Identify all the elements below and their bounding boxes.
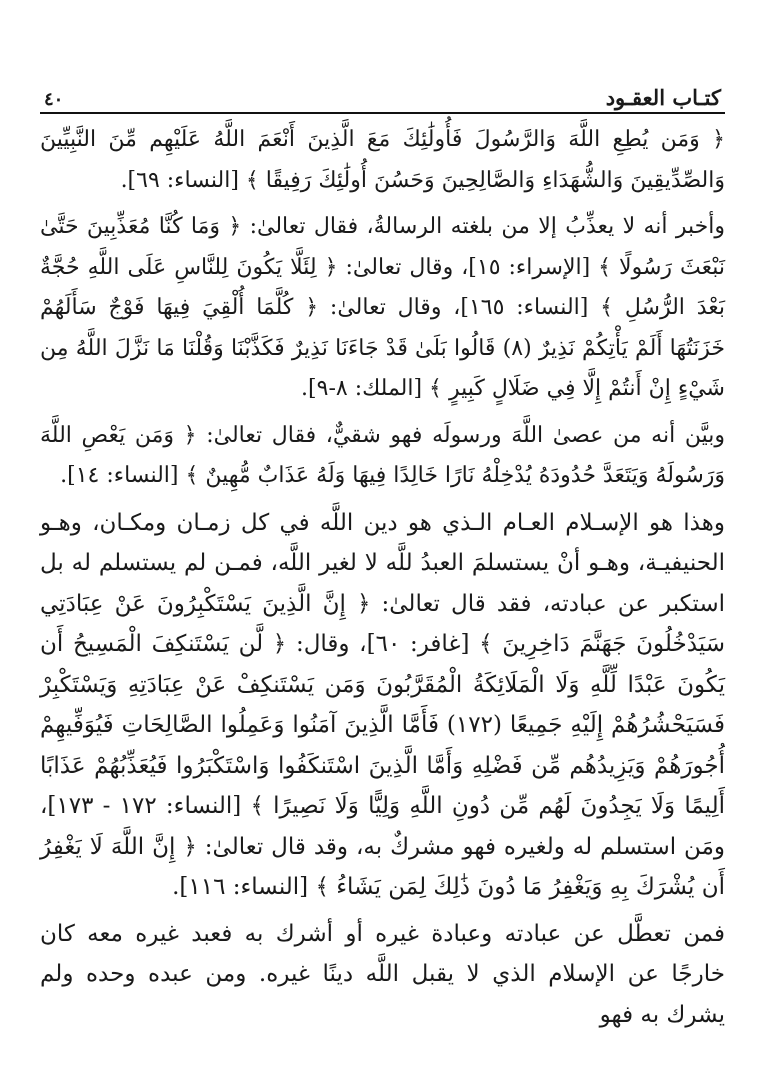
book-title: كتـاب العقـود xyxy=(605,85,721,110)
paragraph-verse-obedience: ﴿ وَمَن يُطِعِ اللَّهَ وَالرَّسُولَ فَأُولَٰئِكَ مَعَ الَّذِينَ أَنْعَمَ اللَّهُ عَلَيْهِم مِّنَ النَّبِيِّينَ وَالصِّدِّيقِينَ وَالشُّهَدَاءِ وَالصَّالِحِينَ وَحَسُنَ أُولَٰئِكَ رَفِيقًا ﴾ [النساء: ٦٩]. xyxy=(40,127,725,193)
page-body xyxy=(40,120,725,1035)
book-page xyxy=(40,78,725,1076)
paragraph-conclusion: فمن تعطَّل عن عبادته وعبادة غيره أو أشرك به فعبد غيره معه كان خارجًا عن الإسلام الذي لا يقبل اللَّه دينًا غيره. ومن عبده وحده ولم يشرك به فهو xyxy=(40,920,725,1028)
page-number: ٤٠ xyxy=(44,89,64,110)
paragraph-general-islam: وهذا هو الإسـلام العـام الـذي هو دين اللَّه في كل زمـان ومكـان، وهـو الحنيفيـة، وهـو أنْ يستسلمَ العبدُ للَّه لا لغير اللَّه، فمـن لم يستسلم له بل استكبر عن عبادته، فقد قال تعالىٰ: ﴿ إِنَّ الَّذِينَ يَسْتَكْبِرُونَ عَنْ عِبَادَتِي سَيَدْخُلُونَ جَهَنَّمَ دَاخِرِينَ ﴾ [غافر: ٦٠]، وقال: ﴿ لَّن يَسْتَنكِفَ الْمَسِيحُ أَن يَكُونَ عَبْدًا لِّلَّهِ وَلَا الْمَلَائِكَةُ الْمُقَرَّبُونَ وَمَن يَسْتَنكِفْ عَنْ عِبَادَتِهِ وَيَسْتَكْبِرْ فَسَيَحْشُرُهُمْ إِلَيْهِ جَمِيعًا (١٧٢) فَأَمَّا الَّذِينَ آمَنُوا وَعَمِلُوا الصَّالِحَاتِ فَيُوَفِّيهِمْ أُجُورَهُمْ وَيَزِيدُهُم مِّن فَضْلِهِ وَأَمَّا الَّذِينَ اسْتَنكَفُوا وَاسْتَكْبَرُوا فَيُعَذِّبُهُمْ عَذَابًا أَلِيمًا وَلَا يَجِدُونَ لَهُم مِّن دُونِ اللَّهِ وَلِيًّا وَلَا نَصِيرًا ﴾ [النساء: ١٧٢ - ١٧٣]، ومَن استسلم له ولغيره فهو مشركٌ به، وقد قال تعالىٰ: ﴿ إِنَّ اللَّهَ لَا يَغْفِرُ أَن يُشْرَكَ بِهِ وَيَغْفِرُ مَا دُونَ ذَٰلِكَ لِمَن يَشَاءُ ﴾ [النساء: ١١٦]. xyxy=(40,509,725,900)
paragraph-punishment-after-message: وأخبر أنه لا يعذِّبُ إلا من بلغته الرسالةُ، فقال تعالىٰ: ﴿ وَمَا كُنَّا مُعَذِّبِينَ حَتَّىٰ نَبْعَثَ رَسُولًا ﴾ [الإسراء: ١٥]، وقال تعالىٰ: ﴿ لِئَلَّا يَكُونَ لِلنَّاسِ عَلَى اللَّهِ حُجَّةٌ بَعْدَ الرُّسُلِ ﴾ [النساء: ١٦٥]، وقال تعالىٰ: ﴿ كُلَّمَا أُلْقِيَ فِيهَا فَوْجٌ سَأَلَهُمْ خَزَنَتُهَا أَلَمْ يَأْتِكُمْ نَذِيرٌ (٨) قَالُوا بَلَىٰ قَدْ جَاءَنَا نَذِيرٌ فَكَذَّبْنَا وَقُلْنَا مَا نَزَّلَ اللَّهُ مِن شَيْءٍ إِنْ أَنتُمْ إِلَّا فِي ضَلَالٍ كَبِيرٍ ﴾ [الملك: ٨-٩]. xyxy=(40,214,726,401)
paragraph-disobedience: وبيَّن أنه من عصىٰ اللَّهَ ورسولَه فهو شقيٌّ، فقال تعالىٰ: ﴿ وَمَن يَعْصِ اللَّهَ وَرَسُولَهُ وَيَتَعَدَّ حُدُودَهُ يُدْخِلْهُ نَارًا خَالِدًا فِيهَا وَلَهُ عَذَابٌ مُّهِينٌ ﴾ [النساء: ١٤]. xyxy=(40,422,725,488)
running-header xyxy=(40,78,725,114)
